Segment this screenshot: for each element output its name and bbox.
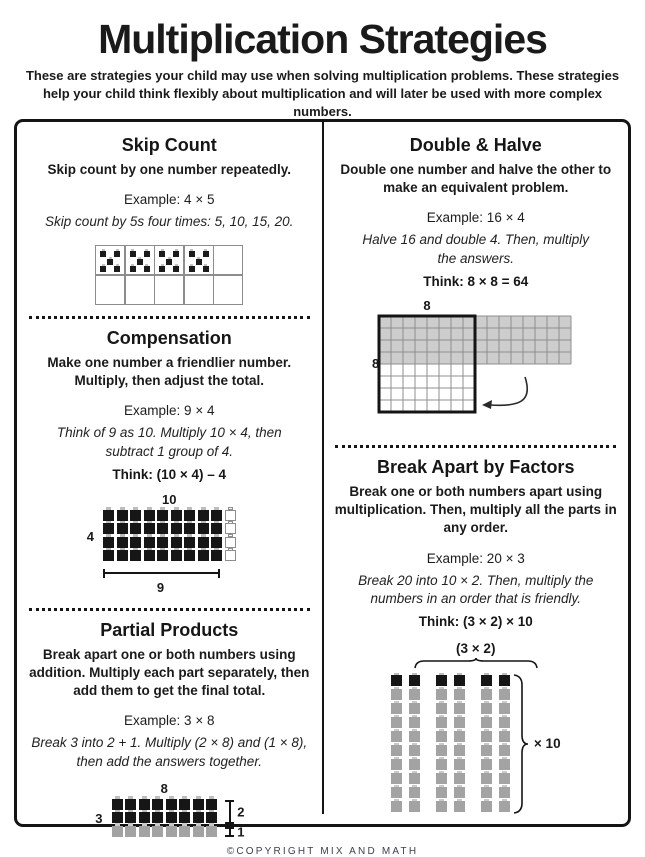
hint-text: Break 3 into 2 + 1. Multiply (2 × 8) and (1 × 8), then add the answers together. — [31, 735, 308, 769]
cube — [391, 745, 402, 756]
cube-tower — [436, 674, 447, 814]
section-title: Skip Count — [121, 135, 217, 155]
cube — [481, 773, 492, 784]
array-body — [86, 510, 237, 564]
cube — [144, 550, 155, 561]
bracket-label: 2 — [237, 804, 245, 820]
grid-cell — [214, 246, 242, 274]
cube — [117, 510, 128, 521]
section-skip-count — [23, 132, 316, 305]
cube — [157, 537, 168, 548]
counter-dot — [100, 251, 106, 257]
cube — [112, 826, 123, 837]
cube — [198, 537, 209, 548]
cube — [481, 731, 492, 742]
counter-dot — [203, 251, 209, 257]
cube — [436, 717, 447, 728]
cube — [211, 537, 222, 548]
cube — [454, 745, 465, 756]
counter-dot — [144, 266, 150, 272]
cube — [139, 799, 150, 810]
counter-dot — [166, 259, 172, 265]
cube — [171, 510, 182, 521]
page-title: Multiplication Strategies — [98, 16, 547, 62]
cube — [409, 759, 420, 770]
cube — [184, 550, 195, 561]
cube — [171, 550, 182, 561]
grid-cell — [96, 246, 124, 274]
cube — [499, 801, 510, 812]
array-top-label: 8 — [160, 780, 168, 796]
counter-dot — [130, 266, 136, 272]
array-body — [95, 799, 245, 840]
cube-tower — [409, 674, 420, 814]
cube — [409, 675, 420, 686]
cube — [436, 689, 447, 700]
think-text: Think: (3 × 2) × 10 — [418, 613, 533, 629]
right-brace-icon — [513, 674, 530, 814]
cube — [481, 801, 492, 812]
counter-dot — [137, 259, 143, 265]
cube — [409, 745, 420, 756]
cube-tower — [454, 674, 465, 814]
cube — [409, 689, 420, 700]
cube — [152, 826, 163, 837]
cube — [166, 799, 177, 810]
section-title: Compensation — [106, 327, 232, 348]
bottom-bracket — [103, 569, 221, 578]
cube — [166, 812, 177, 823]
cube — [499, 745, 510, 756]
cube — [481, 745, 492, 756]
grid-cell — [155, 276, 183, 304]
cube — [436, 703, 447, 714]
cube — [499, 717, 510, 728]
counter-dot — [173, 266, 179, 272]
cube — [436, 773, 447, 784]
cube — [198, 523, 209, 534]
hint-text: Skip count by 5s four times: 5, 10, 15, 20. — [45, 214, 294, 230]
cube — [481, 689, 492, 700]
counter-dot — [159, 266, 165, 272]
cube — [144, 537, 155, 548]
cube — [130, 510, 141, 521]
cube-array — [86, 491, 237, 595]
cube — [454, 717, 465, 728]
cube — [454, 787, 465, 798]
cube — [179, 812, 190, 823]
partial-products-diagram — [95, 771, 245, 840]
cube — [130, 550, 141, 561]
cube — [206, 812, 217, 823]
counter-dot — [100, 266, 106, 272]
cube — [225, 550, 236, 561]
cube — [436, 759, 447, 770]
section-double-halve — [330, 132, 623, 434]
cube — [103, 510, 114, 521]
cube — [157, 550, 168, 561]
cube — [436, 675, 447, 686]
towers-right-brace — [513, 674, 561, 814]
cube — [225, 510, 236, 521]
cube — [184, 510, 195, 521]
section-description: Break apart one or both numbers using addition. Multiply each part separately, then add them to get the final total. — [29, 646, 310, 699]
cube-tower — [481, 674, 492, 814]
cube — [211, 523, 222, 534]
cube — [139, 812, 150, 823]
cube-tower — [499, 674, 510, 814]
cube — [481, 759, 492, 770]
double-halve-diagram — [370, 289, 582, 434]
cube — [179, 799, 190, 810]
cube — [184, 537, 195, 548]
section-break-apart — [330, 454, 623, 814]
counter-dot — [173, 251, 179, 257]
cube — [166, 826, 177, 837]
grid-cell — [185, 246, 213, 274]
bracket-label: 1 — [237, 824, 245, 840]
towers-right-label: × 10 — [533, 736, 561, 752]
cube — [499, 703, 510, 714]
cube — [499, 773, 510, 784]
cube — [409, 703, 420, 714]
hint-text: Break 20 into 10 × 2. Then, multiply the numbers in an order that is friendly. — [358, 572, 594, 606]
section-description: Skip count by one number repeatedly. — [47, 162, 292, 177]
cube — [117, 550, 128, 561]
cube — [454, 703, 465, 714]
cube — [206, 799, 217, 810]
cube — [103, 523, 114, 534]
cube — [391, 773, 402, 784]
dotted-divider — [335, 445, 616, 448]
halving-grid-svg — [370, 301, 582, 429]
hint-text: Halve 16 and double 4. Then, multiply the answers. — [362, 232, 590, 266]
grid-cell — [214, 276, 242, 304]
cube — [481, 703, 492, 714]
counter-dot — [189, 266, 195, 272]
array-top-label: 10 — [162, 491, 177, 507]
cube — [436, 801, 447, 812]
grid-cell — [126, 246, 154, 274]
cube — [436, 787, 447, 798]
cube-array — [95, 780, 245, 840]
right-column — [324, 122, 629, 824]
cube — [198, 510, 209, 521]
cube — [391, 801, 402, 812]
counter-dot — [189, 251, 195, 257]
counter-dot — [114, 251, 120, 257]
cube — [499, 731, 510, 742]
example-text: Example: 4 × 5 — [124, 192, 215, 208]
cube — [454, 773, 465, 784]
section-description: Break one or both numbers apart using multiplication. Then, multiply all the parts in any order. — [334, 483, 617, 536]
cube — [481, 675, 492, 686]
strategies-panel — [14, 119, 631, 840]
cube — [117, 523, 128, 534]
example-text: Example: 16 × 4 — [426, 210, 525, 226]
copyright-footer: ©COPYRIGHT MIX AND MATH — [226, 846, 419, 857]
cube — [193, 826, 204, 837]
cube — [130, 537, 141, 548]
cube-tower — [391, 674, 402, 814]
cube — [436, 745, 447, 756]
cube — [125, 799, 136, 810]
skip-count-diagram — [95, 231, 243, 305]
think-text: Think: (10 × 4) – 4 — [112, 466, 227, 482]
counter-dot — [107, 259, 113, 265]
cube — [499, 689, 510, 700]
cube — [225, 523, 236, 534]
row-bracket — [225, 824, 245, 840]
break-apart-diagram — [391, 629, 561, 814]
row-bracket — [225, 800, 245, 824]
example-text: Example: 9 × 4 — [124, 403, 215, 419]
counter-dot — [114, 266, 120, 272]
page-subtitle: These are strategies your child may use when solving multiplication problems. These strategies help your child think flexibly about multiplication and will later be used with more complex numbers. — [25, 68, 620, 119]
svg-text:8: 8 — [371, 355, 379, 371]
hint-text: Think of 9 as 10. Multiply 10 × 4, then subtract 1 group of 4. — [56, 425, 282, 459]
cube — [211, 550, 222, 561]
cube — [391, 689, 402, 700]
cube — [409, 801, 420, 812]
cube — [499, 675, 510, 686]
cube — [144, 523, 155, 534]
cube — [409, 717, 420, 728]
cube — [436, 731, 447, 742]
cube — [499, 787, 510, 798]
towers-row — [391, 674, 561, 814]
cube — [117, 537, 128, 548]
cube — [391, 759, 402, 770]
counter-dot — [203, 266, 209, 272]
left-column — [17, 122, 322, 840]
array-bottom-label: 9 — [156, 579, 165, 595]
cube — [171, 523, 182, 534]
cube — [130, 523, 141, 534]
cube-grid — [102, 510, 237, 564]
section-title: Partial Products — [100, 619, 239, 640]
counter-dot — [159, 251, 165, 257]
cube — [193, 799, 204, 810]
array-left-label: 3 — [95, 811, 103, 827]
cube-towers — [391, 641, 561, 814]
example-text: Example: 3 × 8 — [124, 713, 215, 729]
cube — [152, 812, 163, 823]
compensation-diagram — [86, 482, 237, 597]
cube — [184, 523, 195, 534]
cube-grid — [110, 799, 218, 840]
cube — [103, 550, 114, 561]
cube — [409, 731, 420, 742]
cube — [454, 689, 465, 700]
counter-dot — [196, 259, 202, 265]
cube — [198, 550, 209, 561]
cube — [193, 812, 204, 823]
cube — [171, 537, 182, 548]
section-title: Double & Halve — [409, 135, 542, 155]
section-description: Make one number a friendlier number. Multiply, then adjust the total. — [47, 354, 292, 389]
cube — [391, 787, 402, 798]
dotted-divider — [29, 316, 310, 319]
counter-dot — [144, 251, 150, 257]
cube — [391, 675, 402, 686]
towers-top-label: (3 × 2) — [456, 640, 496, 656]
cube — [454, 731, 465, 742]
cube — [112, 799, 123, 810]
section-description: Double one number and halve the other to make an equivalent problem. — [340, 162, 612, 196]
cube — [152, 799, 163, 810]
cube — [103, 537, 114, 548]
frame-grid — [95, 245, 243, 305]
cube — [454, 801, 465, 812]
cube — [499, 759, 510, 770]
counter-dot — [130, 251, 136, 257]
cube — [139, 826, 150, 837]
cube — [409, 773, 420, 784]
cube — [157, 510, 168, 521]
cube — [481, 787, 492, 798]
cube — [454, 675, 465, 686]
cube — [211, 510, 222, 521]
cube — [144, 510, 155, 521]
grid-cell — [185, 276, 213, 304]
cube — [125, 826, 136, 837]
cube — [125, 812, 136, 823]
dotted-divider — [29, 608, 310, 611]
example-text: Example: 20 × 3 — [426, 550, 525, 566]
grid-cell — [126, 276, 154, 304]
cube — [454, 759, 465, 770]
cube — [391, 731, 402, 742]
cube — [481, 717, 492, 728]
cube — [179, 826, 190, 837]
section-title: Break Apart by Factors — [377, 456, 575, 477]
grid-cell — [96, 276, 124, 304]
section-compensation — [23, 325, 316, 597]
svg-text:8: 8 — [423, 300, 431, 313]
think-text: Think: 8 × 8 = 64 — [423, 273, 529, 289]
top-brace-icon — [414, 657, 538, 669]
grid-cell — [155, 246, 183, 274]
section-partial-products — [23, 617, 316, 840]
array-left-label: 4 — [86, 528, 94, 544]
cube — [157, 523, 168, 534]
cube — [409, 787, 420, 798]
cube — [206, 826, 217, 837]
cube — [225, 537, 236, 548]
cube — [391, 717, 402, 728]
cube — [391, 703, 402, 714]
cube — [112, 812, 123, 823]
